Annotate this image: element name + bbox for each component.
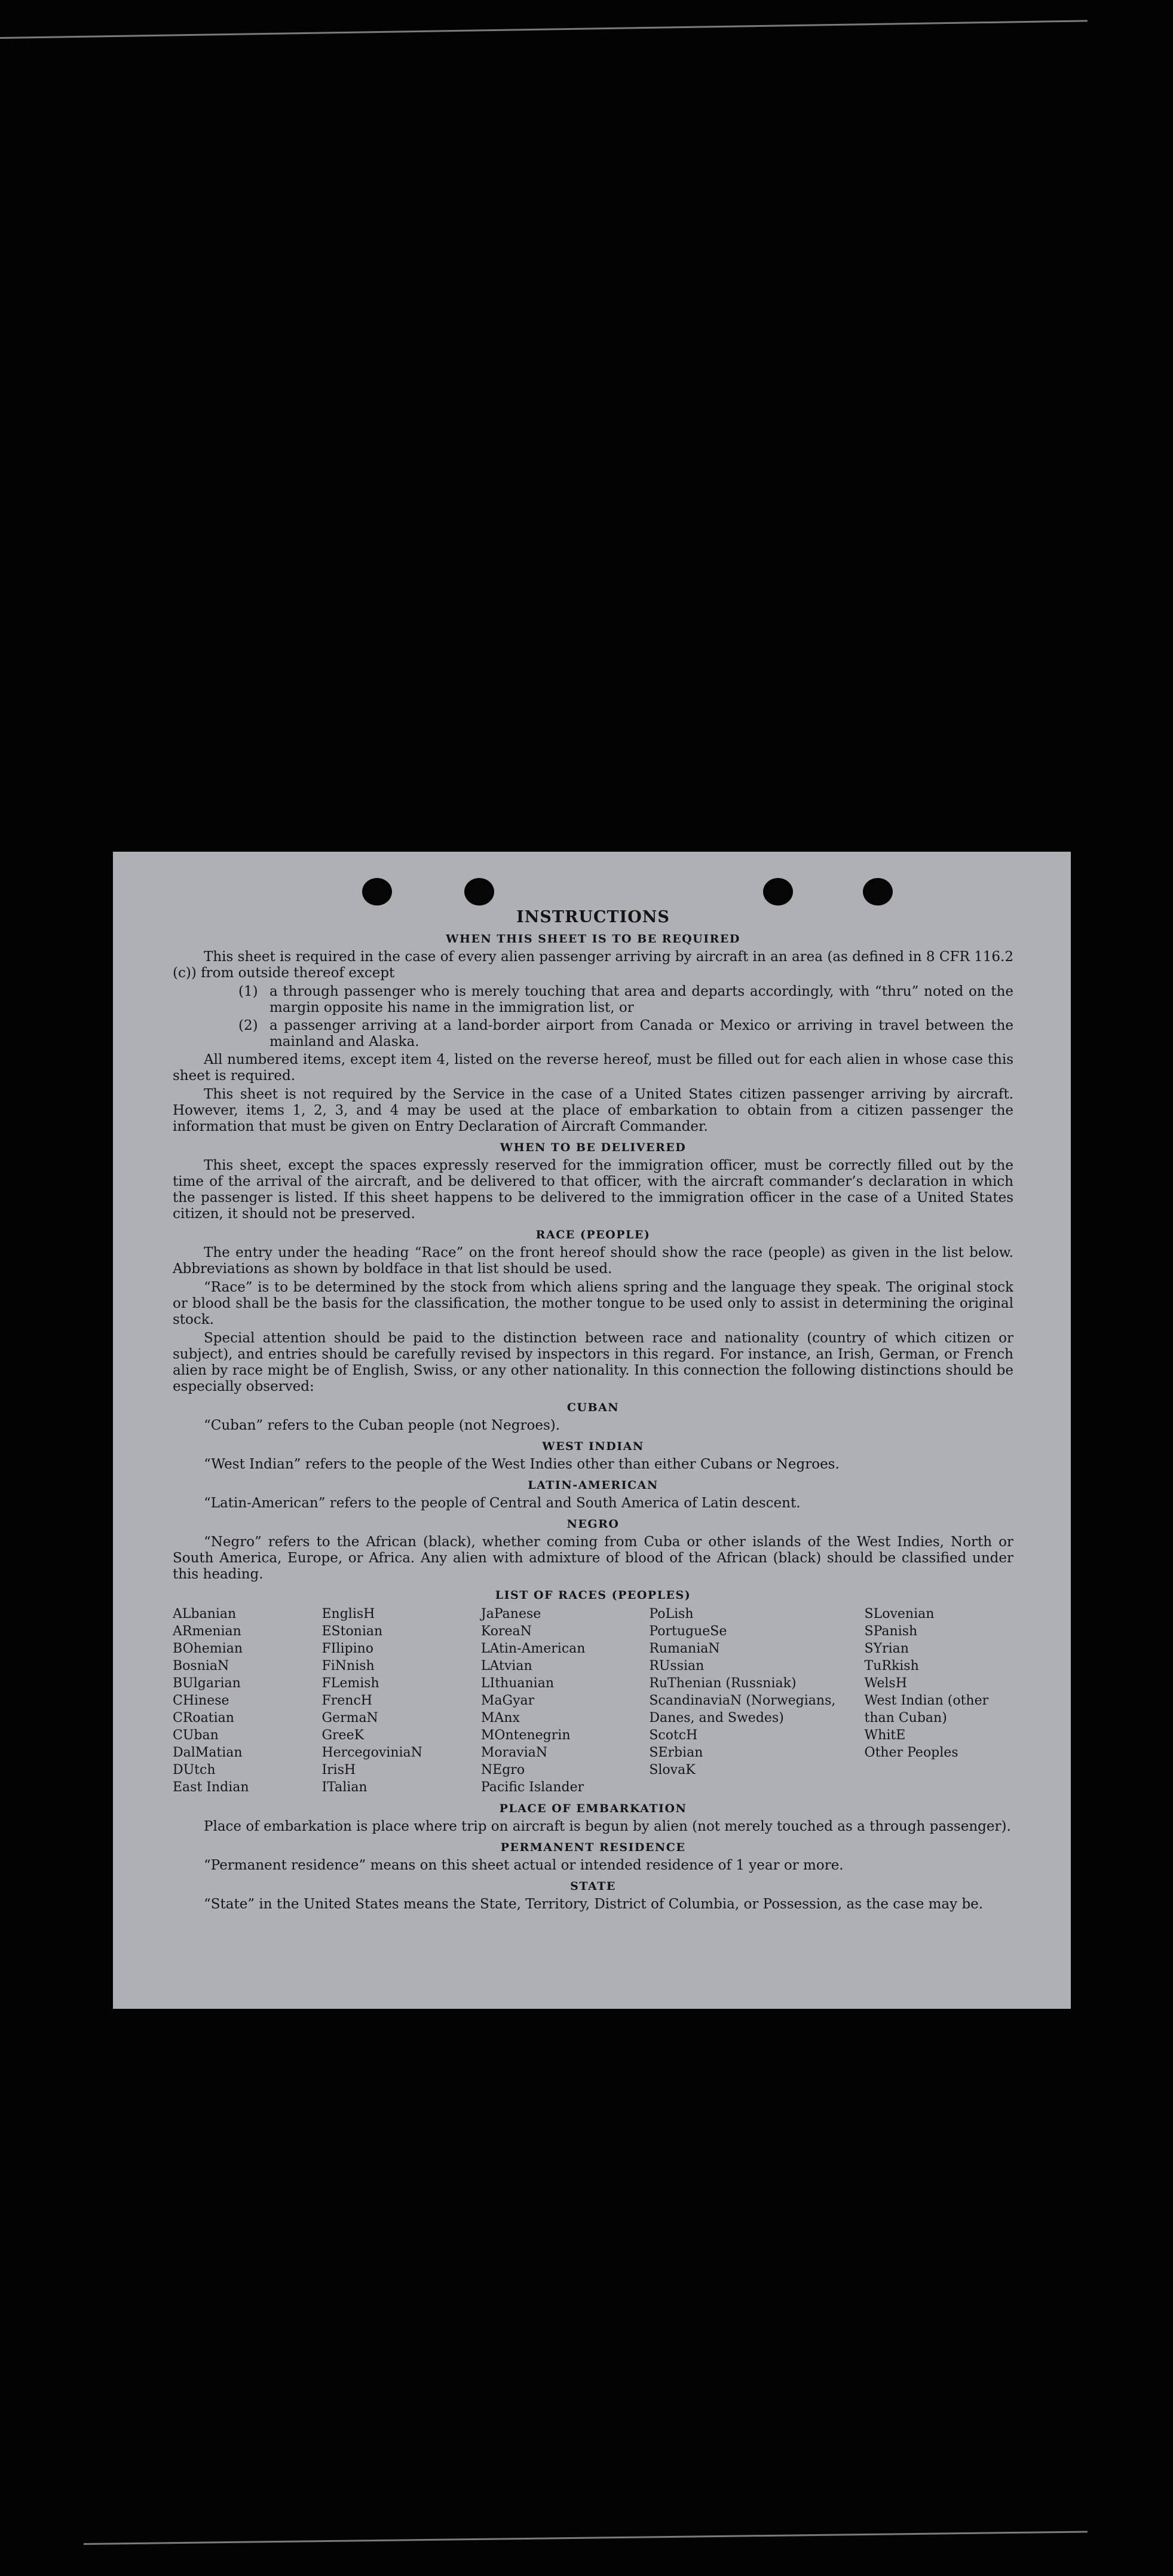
race-entry: WelsH bbox=[864, 1676, 907, 1691]
race-entry: JaPanese bbox=[480, 1607, 541, 1622]
paragraph: This sheet is not required by the Service in the case of a United States citizen passenger arriving by aircraft. However, items 1, 2, 3, and 4 may be used at the place of embarkation to obtain from a citizen passenger the information that must be given on Entry Declaration of Aircraft Commander. bbox=[173, 1087, 1013, 1134]
race-entry: PortugueSe bbox=[649, 1624, 727, 1639]
section-heading: WHEN THIS SHEET IS TO BE REQUIRED bbox=[446, 932, 740, 946]
race-entry: CHinese bbox=[173, 1693, 229, 1708]
race-entry: MAnx bbox=[480, 1711, 520, 1726]
race-entry: FrencH bbox=[321, 1693, 372, 1708]
race-entry: SErbian bbox=[649, 1745, 703, 1760]
paragraph: This sheet is required in the case of every alien passenger arriving by aircraft in an area (as defined in 8 CFR 116.2 (c)) from outside thereof except bbox=[173, 949, 1013, 981]
paragraph: “Latin-American” refers to the people of Central and South America of Latin descent. bbox=[204, 1495, 801, 1511]
race-entry: SLovenian bbox=[864, 1607, 935, 1622]
race-entry: BUlgarian bbox=[173, 1676, 241, 1691]
races-table bbox=[173, 1605, 1013, 1796]
race-entry: ITalian bbox=[321, 1780, 367, 1795]
item-number: (1) bbox=[238, 984, 258, 999]
race-entry: ALbanian bbox=[173, 1607, 237, 1622]
race-entry: ScandinaviaN (Norwegians, Danes, and Swedes) bbox=[649, 1693, 836, 1726]
section-heading: STATE bbox=[570, 1880, 616, 1893]
race-entry: KoreaN bbox=[480, 1624, 532, 1639]
punch-hole bbox=[362, 878, 392, 905]
race-entry: RuThenian (Russniak) bbox=[649, 1676, 797, 1691]
section-heading: WEST INDIAN bbox=[542, 1440, 644, 1453]
paragraph: The entry under the heading “Race” on the front hereof should show the race (people) as given in the list below. Abbreviations as shown by boldface in that list should be used. bbox=[173, 1245, 1013, 1277]
race-entry: ARmenian bbox=[173, 1624, 241, 1639]
race-entry: FLemish bbox=[321, 1676, 379, 1691]
race-entry: SlovaK bbox=[649, 1763, 696, 1777]
race-entry: NEgro bbox=[480, 1763, 525, 1777]
race-entry: MaGyar bbox=[480, 1693, 535, 1708]
section-heading: LATIN-AMERICAN bbox=[528, 1479, 659, 1492]
list-item bbox=[238, 1018, 1013, 1050]
race-entry: LAtin-American bbox=[480, 1641, 586, 1656]
paragraph: All numbered items, except item 4, listed on the reverse hereof, must be filled out for each alien in whose case this sheet is required. bbox=[173, 1052, 1013, 1084]
punch-hole bbox=[763, 878, 793, 905]
race-entry: FiNnish bbox=[321, 1659, 375, 1674]
race-entry: ScotcH bbox=[649, 1728, 698, 1743]
race-entry: GermaN bbox=[321, 1711, 378, 1726]
race-entry: HercegoviniaN bbox=[321, 1745, 422, 1760]
race-entry: DalMatian bbox=[173, 1745, 243, 1760]
race-entry: GreeK bbox=[321, 1728, 365, 1743]
race-entry: SPanish bbox=[864, 1624, 918, 1639]
paragraph: “Race” is to be determined by the stock from which aliens spring and the language they speak. The original stock or blood shall be the basis for the classification, the mother tongue to be used only to assist in determining the original stock. bbox=[173, 1280, 1013, 1327]
paragraph: “Permanent residence” means on this sheet actual or intended residence of 1 year or more. bbox=[204, 1858, 844, 1873]
race-entry: LIthuanian bbox=[480, 1676, 554, 1691]
section-heading: PERMANENT RESIDENCE bbox=[500, 1841, 686, 1854]
race-entry: LAtvian bbox=[480, 1659, 532, 1674]
race-entry: WhitE bbox=[864, 1728, 906, 1743]
race-entry: RumaniaN bbox=[649, 1641, 720, 1656]
race-entry: IrisH bbox=[321, 1763, 356, 1777]
races-column bbox=[173, 1605, 321, 1796]
paragraph: This sheet, except the spaces expressly reserved for the immigration officer, must be correctly filled out by the time of the arrival of the aircraft, and be delivered to that officer, with the aircraft commander’s declaration in which the passenger is listed. If this sheet happens to be delivered to the immigration officer in the case of a United States citizen, it should not be preserved. bbox=[173, 1158, 1013, 1222]
section-heading: WHEN TO BE DELIVERED bbox=[500, 1141, 687, 1154]
races-column bbox=[865, 1605, 1013, 1796]
race-entry: RUssian bbox=[649, 1659, 705, 1674]
race-entry: SYrian bbox=[864, 1641, 909, 1656]
race-entry: EnglisH bbox=[321, 1607, 375, 1622]
races-column bbox=[321, 1605, 480, 1796]
punch-hole bbox=[464, 878, 494, 905]
scan-edge-bottom bbox=[84, 2531, 1088, 2545]
paragraph: “Negro” refers to the African (black), whether coming from Cuba or other islands of the West Indies, North or South America, Europe, or Africa. Any alien with admixture of blood of the African (black) should be classified under this heading. bbox=[173, 1534, 1013, 1582]
race-entry: MOntenegrin bbox=[480, 1728, 571, 1743]
page-title: INSTRUCTIONS bbox=[516, 908, 670, 926]
instruction-sheet bbox=[113, 852, 1071, 2009]
item-text: a passenger arriving at a land-border airport from Canada or Mexico or arriving in travel between the mainland and Alaska. bbox=[269, 1018, 1013, 1050]
section-heading: NEGRO bbox=[566, 1518, 620, 1531]
paragraph: Special attention should be paid to the distinction between race and nationality (country of which citizen or subject), and entries should be carefully revised by inspectors in this regard. For instance, an Irish, German, or French alien by race might be of English, Swiss, or any other nationality. In this connection the following distinctions should be especially observed: bbox=[173, 1330, 1013, 1394]
race-entry: PoLish bbox=[649, 1607, 694, 1622]
race-entry: CUban bbox=[173, 1728, 219, 1743]
races-column bbox=[649, 1605, 864, 1796]
race-entry: Other Peoples bbox=[864, 1745, 958, 1760]
race-entry: TuRkish bbox=[864, 1659, 919, 1674]
section-heading: RACE (PEOPLE) bbox=[535, 1228, 651, 1241]
paragraph: Place of embarkation is place where trip on aircraft is begun by alien (not merely touched as a through passenger). bbox=[204, 1819, 1011, 1834]
race-entry: MoraviaN bbox=[480, 1745, 548, 1760]
race-entry: BOhemian bbox=[173, 1641, 243, 1656]
punch-hole bbox=[863, 878, 893, 905]
item-number: (2) bbox=[238, 1018, 258, 1033]
race-entry: Pacific Islander bbox=[480, 1780, 584, 1795]
item-text: a through passenger who is merely touching that area and departs accordingly, with “thru” noted on the margin opposite his name in the immigration list, or bbox=[269, 984, 1013, 1015]
race-entry: East Indian bbox=[173, 1780, 249, 1795]
races-heading: LIST OF RACES (PEOPLES) bbox=[495, 1589, 691, 1602]
section-heading: PLACE OF EMBARKATION bbox=[499, 1802, 687, 1815]
race-entry: BosniaN bbox=[173, 1659, 229, 1674]
section-heading: CUBAN bbox=[566, 1401, 620, 1414]
race-entry: CRoatian bbox=[173, 1711, 234, 1726]
scan-edge-top bbox=[0, 20, 1088, 39]
paragraph: “West Indian” refers to the people of the West Indies other than either Cubans or Negroes. bbox=[204, 1457, 840, 1472]
list-item bbox=[238, 984, 1013, 1016]
paragraph: “State” in the United States means the State, Territory, District of Columbia, or Possession, as the case may be. bbox=[204, 1896, 984, 1912]
race-entry: FIlipino bbox=[321, 1641, 374, 1656]
paragraph: “Cuban” refers to the Cuban people (not Negroes). bbox=[204, 1418, 561, 1433]
race-entry: DUtch bbox=[173, 1763, 216, 1777]
race-entry: West Indian (other than Cuban) bbox=[864, 1693, 989, 1726]
races-column bbox=[481, 1605, 649, 1796]
race-entry: EStonian bbox=[321, 1624, 383, 1639]
